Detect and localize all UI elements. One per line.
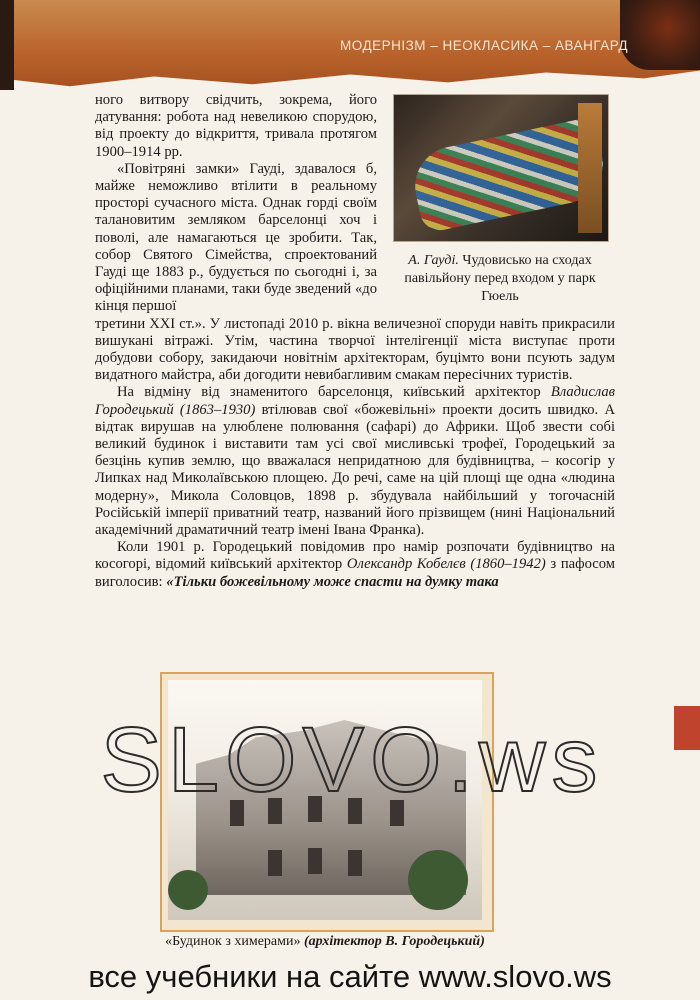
p4-text-start: Коли 1901 р. Городецький повідомив про намір розпочати будівництво на косогорі, відомий київський архітектор [95,539,615,573]
caption-text: Чудовисько на сходах павільйону перед входом у парк Гюель [404,253,596,304]
paragraph-3 [95,384,615,539]
header-corner-artwork [620,0,700,70]
caption-house-architect: (архітектор В. Городецький) [304,934,485,949]
house-photo-caption [60,934,590,950]
page-edge-tab [674,706,700,750]
building-window [268,850,282,876]
site-footer-banner: все учебники на сайте www.slovo.ws [88,959,612,994]
caption-house-title: «Будинок з химерами» [165,934,301,949]
site-watermark: SLOVO.ws [100,709,604,811]
building-window [348,850,362,876]
tree [408,850,468,910]
p4-quote: «Тільки божевільному може спасти на думку така [166,573,499,590]
header-edge-decoration [0,0,14,90]
paragraph-4 [95,539,615,591]
p3-text-rest: втілював свої «божевільні» проекти досить швидко. А відтак вирушав на улюблене полювання (сафарі) до Африки. Щоб звести собі великий будинок і виставити там усі свої мисливські трофеї, Городецький за безцінь купив землю, що вважалася непридатною для будівництва, – косогір у Липках над Миколаївською площею. До речі, саме на цій площі ще одна «людина модерну», Микола Соловцов, 1898 р. збудувала найбільший у тогочасній Російській імперії приватний театр, названий його прізвищем (нині Національний академічний драматичний театр імені Івана Франка). [95,401,615,539]
building-window [308,848,322,874]
caption-author: А. Гауді. [408,253,459,268]
p3-text-start: На відміну від знаменитого барселонця, київський архітектор [117,384,551,401]
article-body [95,92,615,591]
chapter-title: МОДЕРНІЗМ – НЕОКЛАСИКА – АВАНГАРД [340,38,628,53]
tree [168,870,208,910]
paragraph-1: ного витвору свідчить, зокрема, його датування: робота над невеликою спорудою, від проекту до відкриття, тривала протягом 1900–1914 рр. [95,92,377,160]
architect-name-kobelev: Олександр Кобелєв (1860–1942) [346,556,546,573]
p4-text-mid: з пафосом виголосив: [95,556,615,590]
paragraph-2-part-a: «Повітряні замки» Гауді, здавалося б, майже неможливо втілити в реальному просторі сучасного міста. Однак горді своїм талановитим земляком барселонці хоч і поволі, але намагаються це зробити. Так, собор Святого Сімейства, спроектований Гауді ще 1883 р., будується по сьогодні і, за офіційними планами, таки буде зведений «до кінця першої [95,160,377,315]
paragraph-2-part-b: третини XXI ст.». У листопаді 2010 р. вікна величезної споруди навіть прикрасили вишукані вітражі. Утім, частина творчої інтелігенції міста виступає проти добудови собору, закидаючи новітнім архітекторам, буцімто вони псують задум видатного майстра, аби догодити невибагливим смакам пересічних туристів. [95,315,615,384]
architect-name-gorodetsky: Владислав Городецький (1863–1930) [95,384,615,418]
